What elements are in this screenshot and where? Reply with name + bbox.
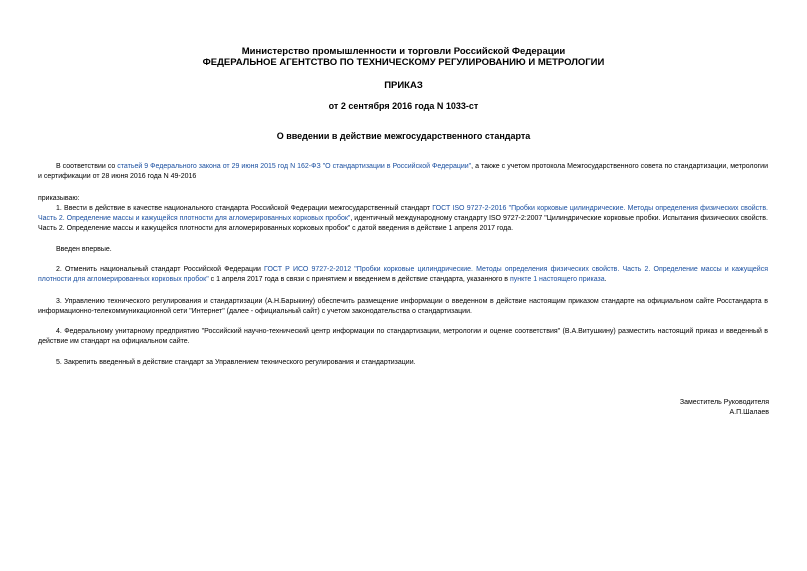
item-2-text: 2. Отменить национальный стандарт Российской Федерации bbox=[56, 266, 265, 273]
item-4-paragraph: 4. Федеральному унитарному предприятию "Российский научно-технический центр информации по стандартизации, метрологии и оценке соответствия" (В.А.Витушкину) разместить настоящий приказ и введенный в действие им стандарт на официальном сайте. bbox=[38, 328, 768, 345]
preamble-text: В соответствии со bbox=[56, 163, 118, 170]
item-5-paragraph: 5. Закрепить введенный в действие стандарт за Управлением технического регулирования и стандартизации. bbox=[56, 359, 416, 366]
preamble-paragraph bbox=[38, 162, 768, 182]
item-2-paragraph bbox=[38, 265, 768, 285]
item-1-reference-link[interactable]: пункте 1 настоящего приказа bbox=[509, 276, 605, 283]
item-2-text-mid: с 1 апреля 2017 года в связи с принятием и введением в действие стандарта, указанного в bbox=[208, 276, 510, 283]
ministry-heading: Министерство промышленности и торговли Российской Федерации bbox=[241, 46, 566, 57]
order-word: приказываю: bbox=[38, 195, 80, 202]
gost-iso-link[interactable]: ГОСТ ISO 9727-2-2016 "Пробки корковые цилиндрические. Методы определения физических свойств. Часть 2. Определение массы и кажущейся плотности для агломерированных корковых пробок" bbox=[38, 205, 769, 222]
gost-r-iso-link[interactable]: ГОСТ Р ИСО 9727-2-2012 "Пробки корковые цилиндрические. Методы определения физических свойств. Часть 2. Определение массы и кажущейся плотности для агломерированных корковых пробок" bbox=[38, 266, 769, 283]
item-1-paragraph bbox=[38, 204, 768, 234]
document-subject: О введении в действие межгосударственного стандарта bbox=[276, 131, 531, 141]
signatory-position: Заместитель Руководителя bbox=[679, 399, 769, 406]
item-2-text-tail: . bbox=[604, 276, 607, 283]
item-1-text: 1. Ввести в действие в качестве национального стандарта Российской Федерации межгосударственный стандарт bbox=[56, 205, 433, 212]
law-article-link[interactable]: статьей 9 Федерального закона от 29 июня 2015 год N 162-ФЗ "О стандартизации в Российской Федерации" bbox=[117, 163, 472, 170]
document-type: ПРИКАЗ bbox=[384, 80, 423, 91]
preamble-text-tail: , а также с учетом протокола Межгосударственного совета по стандартизации, метрологии и сертификации от 28 июня 2016 года N 49-2016 bbox=[38, 163, 768, 180]
item-3-paragraph: 3. Управлению технического регулирования и стандартизации (А.Н.Барыкину) обеспечить размещение информации о введенном в действие настоящим приказом стандарте на официальном сайте Росстандарта в информационно-телекоммуникационной сети "Интернет" (далее - официальный сайт) с учетом законодательства о стандартизации. bbox=[38, 298, 768, 315]
introduced-first-time: Введен впервые. bbox=[56, 246, 112, 253]
agency-heading: ФЕДЕРАЛЬНОЕ АГЕНТСТВО ПО ТЕХНИЧЕСКОМУ РЕГУЛИРОВАНИЮ И МЕТРОЛОГИИ bbox=[202, 57, 605, 68]
signatory-name: А.П.Шалаев bbox=[729, 409, 769, 416]
date-number: от 2 сентября 2016 года N 1033-ст bbox=[328, 101, 479, 111]
item-1-text-tail: , идентичный международному стандарту ISO 9727-2:2007 "Цилиндрические корковые пробки. Испытания физических свойств. Часть 2. Определение массы и кажущейся плотности для агломерированных корковых пробок" с датой введения в действие 1 апреля 2017 года. bbox=[38, 215, 768, 232]
